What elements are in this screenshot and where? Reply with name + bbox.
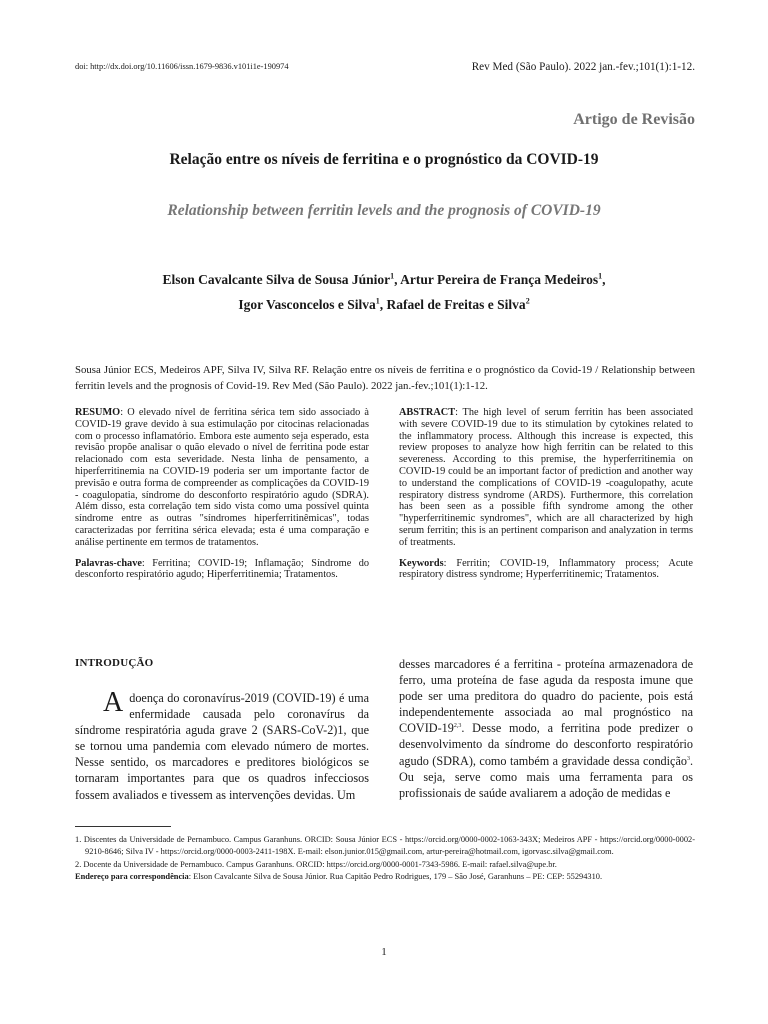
article-type: Artigo de Revisão (573, 111, 695, 128)
section-heading-introducao: INTRODUÇÃO (75, 657, 154, 669)
abstract-label: ABSTRACT (399, 407, 456, 418)
resumo-paragraph (75, 407, 369, 549)
citation-text: Sousa Júnior ECS, Medeiros APF, Silva IV, Silva RF. Relação entre os níveis de ferritina e o prognóstico da Covid-19 / Relationship between ferritin levels and the prognosis of Covid-19. Rev Med (São Paulo). 2022 jan.-fev.;101(1):1-12. (75, 364, 695, 392)
intro-text-right: desses marcadores é a ferritina - proteína armazenadora de ferro, uma proteína de fase aguda da resposta imune que pode ser uma preditora do quadro do paciente, pois está independentemente associada ao mal prognóstico na COVID-19 (399, 657, 693, 736)
intro-column-right (399, 656, 693, 801)
intro-paragraph (75, 687, 369, 803)
author-name: Rafael de Freitas e Silva (386, 297, 526, 312)
title-english: Relationship between ferritin levels and the prognosis of COVID-19 (167, 202, 601, 219)
reference-mark: 2,3 (453, 723, 462, 730)
abstract-block (399, 407, 693, 581)
page-number: 1 (381, 946, 387, 958)
author-list: Elson Cavalcante Silva de Sousa Júnior$^1$, Artur Pereira de França Medeiros$^1$, Igor Vasconcelos e Silva$^1$, Rafael de Freitas e Silva$^2$ (162, 271, 606, 312)
title-portuguese: Relação entre os níveis de ferritina e o prognóstico da COVID-19 (169, 151, 599, 168)
resumo-block (75, 407, 369, 581)
author-affiliation-mark: 2 (525, 296, 530, 306)
footnote-2: 2. Docente da Universidade de Pernambuco. Campus Garanhuns. ORCID: https://orcid.org/0000-0001-7343-5986. E-mail: rafael.silva@upe.br. (75, 859, 557, 869)
reference-mark: 3 (686, 755, 690, 762)
palavras-chave-label: Palavras-chave (75, 557, 142, 569)
author-affiliation-mark: 1 (375, 296, 380, 306)
abstract-text: : The high level of serum ferritin has been associated with severe COVID-19 due to its stimulation by cytokines related to the inflammatory process. Although this increase is expected, this review proposes to analyze how high ferritin can be related to this severeness. According to this premise, the hyperferritinemia on COVID-19 could be an important factor of prediction and another way to understand the complications of COVID-19 -coagulopathy, acute respiratory distress syndrome (ARDS). Furthermore, this correlation has been seen as a possible fifth syndrome among the other "hyperferritinemic syndromes", which are all characterized by high serum ferritin; this is an pertinent comparison and analyzation in terms of treatments. (399, 407, 693, 548)
intro-text-right: . Ou seja, serve como mais uma ferramenta para os profissionais de saúde avaliarem a adoção de medidas e (399, 753, 693, 800)
correspondence-label: Endereço para correspondência (75, 872, 189, 882)
doi-link[interactable]: doi: http://dx.doi.org/10.11606/issn.1679-9836.v101i1e-190974 (75, 62, 289, 71)
drop-cap: A (103, 687, 124, 718)
intro-text-right: . Desse modo, a ferritina pode predizer o desenvolvimento da síndrome do desconforto respiratório agudo (SDRA), como também a gravidade dessa condição (399, 721, 693, 768)
correspondence-address (75, 871, 695, 883)
intro-text-left: doença do coronavírus-2019 (COVID-19) é uma enfermidade causada pelo coronavírus da síndrome respiratória aguda grave 2 (SARS-CoV-2)1, que se tornou uma pandemia com elevado número de mortes. Nesse sentido, os marcadores e preditores biológicos se tornaram importantes para que os quadros infecciosos fossem avaliados e tivessem as intervenções devidas. Um (75, 691, 369, 802)
footnote-1: 1. Discentes da Universidade de Pernambuco. Campus Garanhuns. ORCID: Sousa Júnior ECS - https://orcid.org/0000-0002-1063-343X; Medeiros APF - https://orcid.org/0000-0002-9210-8646; Silva IV - https://orcid.org/0000-0003-2411-198X. E-mail: elson.junior.015@gmail.com, artur-pereira@hotmail.com, igorvasc.silva@gmail.com. (75, 835, 695, 857)
journal-reference: Rev Med (São Paulo). 2022 jan.-fev.;101(1):1-12. (471, 61, 695, 73)
footnotes (75, 834, 695, 884)
resumo-label: RESUMO (75, 407, 121, 418)
intro-paragraph (399, 656, 693, 801)
palavras-chave-paragraph (75, 558, 369, 582)
keywords-paragraph (399, 558, 693, 582)
keywords-text: : Ferritin; COVID-19, Inflammatory process; Acute respiratory distress syndrome; Hyperferritinemic; Tratamentos. (399, 557, 693, 581)
running-header (75, 62, 695, 76)
footnote-divider (75, 826, 171, 827)
author-affiliation-mark: 1 (390, 271, 395, 281)
resumo-text: : O elevado nível de ferritina sérica tem sido associado à COVID-19 grave devido à sua estimulação por citocinas relacionadas com o processo inflamatório. Embora este aumento seja esperado, esta revisão propõe analisar o quão elevado o nível de ferritina pode estar relacionado com esta severidade. Nesta linha de pensamento, a hiperferritinemia na COVID-19 poderia ser um importante factor de previsão e outra forma de compreender as complicações da COVID-19 - coagulopatia, síndrome do desconforto respiratório agudo (SDRA). Além disso, esta correlação tem sido vista como uma possível quinta síndrome entre as outras "síndromes hiperferritinêmicas", todas caracterizadas por ferritina sérica elevada; esta é uma comparação e análise pertinente em termos de tratamentos. (75, 407, 369, 548)
author-name: Artur Pereira de França Medeiros (400, 272, 599, 287)
author-name: Elson Cavalcante Silva de Sousa Júnior (162, 272, 391, 287)
author-affiliation-mark: 1 (598, 271, 603, 281)
keywords-label: Keywords (399, 557, 444, 569)
intro-column-left (75, 687, 369, 803)
abstract-paragraph (399, 407, 693, 549)
author-name: Igor Vasconcelos e Silva (238, 297, 376, 312)
correspondence-text: : Elson Cavalcante Silva de Sousa Júnior. Rua Capitão Pedro Rodrigues, 179 – São José, Garanhuns – PE: CEP: 55294310. (188, 872, 603, 882)
palavras-chave-text: : Ferritina; COVID-19; Inflamação; Síndrome do desconforto respiratório agudo; Hiperferritinemia; Tratamentos. (75, 557, 369, 581)
